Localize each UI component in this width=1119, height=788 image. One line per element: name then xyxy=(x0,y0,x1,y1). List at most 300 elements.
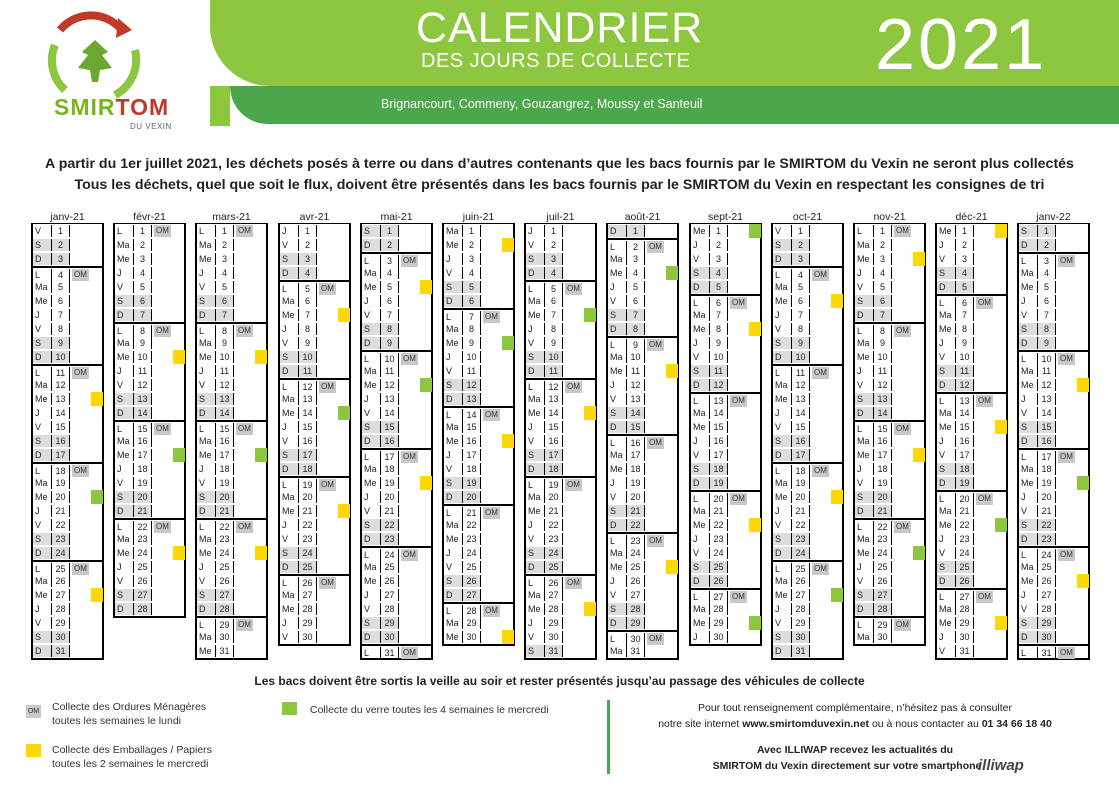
weekday-label: Ma xyxy=(197,239,216,251)
day-row xyxy=(937,238,1006,252)
day-number: 27 xyxy=(627,589,645,601)
day-number: 26 xyxy=(710,575,728,587)
om-collection-badge: OM xyxy=(483,507,500,519)
om-collection-badge: OM xyxy=(565,381,582,393)
om-collection-badge: OM xyxy=(976,591,993,603)
weekday-label: Ma xyxy=(526,491,545,503)
day-row xyxy=(937,252,1006,266)
weekday-label: Ma xyxy=(280,295,299,307)
weekday-label: L xyxy=(362,255,381,267)
om-collection-badge: OM xyxy=(319,577,336,589)
day-number: 20 xyxy=(874,491,892,503)
month-column xyxy=(31,211,104,660)
packaging-collection-marker xyxy=(502,238,514,252)
month-days xyxy=(935,224,1008,660)
weekday-label: D xyxy=(691,575,710,587)
day-row xyxy=(280,532,349,546)
weekday-label: D xyxy=(691,379,710,391)
day-row xyxy=(855,434,924,448)
weekday-label: D xyxy=(526,463,545,475)
packaging-collection-marker xyxy=(91,588,103,602)
day-row xyxy=(280,518,349,532)
weekday-label: S xyxy=(608,505,627,517)
day-row xyxy=(526,308,595,322)
om-collection-badge: OM xyxy=(401,255,418,267)
day-row xyxy=(1019,630,1088,644)
weekday-label: Ma xyxy=(33,281,52,293)
day-number: 10 xyxy=(381,353,399,365)
day-row xyxy=(115,588,184,602)
legend-om xyxy=(52,700,206,728)
legend-om-line2: toutes les semaines le lundi xyxy=(52,715,181,727)
day-row xyxy=(526,448,595,462)
weekday-label: S xyxy=(115,491,134,503)
day-number: 24 xyxy=(956,547,974,559)
weekday-label: S xyxy=(197,295,216,307)
day-row xyxy=(444,252,513,266)
day-row xyxy=(362,364,431,378)
weekday-label: V xyxy=(115,477,134,489)
day-row xyxy=(444,462,513,476)
day-row xyxy=(608,616,677,630)
day-row xyxy=(855,336,924,350)
day-number: 17 xyxy=(545,449,563,461)
weekday-label: D xyxy=(280,267,299,279)
weekday-label: L xyxy=(33,269,52,281)
weekday-label: Me xyxy=(1019,575,1038,587)
day-number: 13 xyxy=(545,393,563,405)
day-number: 8 xyxy=(792,323,810,335)
weekday-label: Me xyxy=(855,351,874,363)
weekday-label: Me xyxy=(773,393,792,405)
contact-line-1: Pour tout renseignement complémentaire, n’hésitez pas à consulter xyxy=(697,702,1012,714)
weekday-label: J xyxy=(1019,393,1038,405)
glass-collection-marker xyxy=(502,336,514,350)
day-number: 8 xyxy=(463,323,481,335)
day-row xyxy=(362,336,431,350)
weekday-label: D xyxy=(773,547,792,559)
day-row xyxy=(33,308,102,322)
day-number: 28 xyxy=(463,605,481,617)
day-row xyxy=(608,336,677,350)
day-number: 12 xyxy=(463,379,481,391)
day-number: 2 xyxy=(792,239,810,251)
weekday-label: Me xyxy=(115,449,134,461)
day-number: 16 xyxy=(710,435,728,447)
day-row xyxy=(197,476,266,490)
weekday-label: V xyxy=(855,477,874,489)
day-row xyxy=(608,406,677,420)
intro-line-2: Tous les déchets, quel que soit le flux, doivent être présentés dans les bacs fournis par le SMIRTOM du Vexin en respectant les consignes de tri xyxy=(74,177,1045,193)
day-row xyxy=(526,350,595,364)
weekday-label: V xyxy=(526,239,545,251)
day-number: 12 xyxy=(299,381,317,393)
day-number: 16 xyxy=(792,435,810,447)
weekday-label: V xyxy=(197,477,216,489)
day-row xyxy=(197,644,266,658)
day-row xyxy=(855,378,924,392)
day-row xyxy=(608,644,677,658)
weekday-label: D xyxy=(115,309,134,321)
weekday-label: J xyxy=(773,603,792,615)
day-number: 13 xyxy=(710,395,728,407)
weekday-label: Me xyxy=(444,435,463,447)
day-number: 1 xyxy=(545,225,563,237)
day-number: 9 xyxy=(792,337,810,349)
weekday-label: J xyxy=(855,561,874,573)
weekday-label: Me xyxy=(197,351,216,363)
month-name: juin-21 xyxy=(442,211,515,224)
day-row xyxy=(362,420,431,434)
day-row xyxy=(280,462,349,476)
day-row xyxy=(526,518,595,532)
day-number: 9 xyxy=(627,339,645,351)
day-number: 27 xyxy=(1038,589,1056,601)
day-row xyxy=(33,434,102,448)
weekday-label: J xyxy=(280,421,299,433)
day-row xyxy=(1019,560,1088,574)
day-row xyxy=(280,504,349,518)
day-row xyxy=(33,378,102,392)
weekday-label: S xyxy=(362,617,381,629)
day-row xyxy=(773,336,842,350)
day-number: 3 xyxy=(956,253,974,265)
day-number: 16 xyxy=(299,435,317,447)
day-number: 22 xyxy=(381,519,399,531)
day-number: 22 xyxy=(1038,519,1056,531)
packaging-collection-marker xyxy=(502,434,514,448)
weekday-label: L xyxy=(280,283,299,295)
weekday-label: Ma xyxy=(444,421,463,433)
weekday-label: Ma xyxy=(444,519,463,531)
weekday-label: J xyxy=(115,561,134,573)
day-row xyxy=(608,574,677,588)
day-number: 27 xyxy=(956,591,974,603)
weekday-label: J xyxy=(691,533,710,545)
day-row xyxy=(33,644,102,658)
month-name: déc-21 xyxy=(935,211,1008,224)
day-row xyxy=(691,364,760,378)
day-row xyxy=(855,532,924,546)
weekday-label: Me xyxy=(691,225,710,237)
day-number: 27 xyxy=(463,589,481,601)
day-number: 21 xyxy=(792,505,810,517)
day-number: 2 xyxy=(627,241,645,253)
weekday-label: Me xyxy=(773,491,792,503)
day-row xyxy=(115,392,184,406)
weekday-label: D xyxy=(1019,239,1038,251)
day-number: 30 xyxy=(463,631,481,643)
packaging-collection-marker xyxy=(420,280,432,294)
weekday-label: D xyxy=(115,407,134,419)
om-collection-badge: OM xyxy=(154,325,171,337)
day-row xyxy=(773,574,842,588)
day-row xyxy=(937,336,1006,350)
day-row xyxy=(280,490,349,504)
day-row xyxy=(362,644,431,658)
day-number: 30 xyxy=(299,631,317,643)
day-row xyxy=(197,238,266,252)
day-row xyxy=(444,406,513,420)
day-row xyxy=(280,238,349,252)
weekday-label: D xyxy=(197,309,216,321)
day-row xyxy=(526,532,595,546)
weekday-label: J xyxy=(362,295,381,307)
day-number: 15 xyxy=(874,423,892,435)
day-number: 31 xyxy=(52,645,70,657)
day-row xyxy=(362,224,431,238)
day-row xyxy=(937,434,1006,448)
day-row xyxy=(33,574,102,588)
month-column xyxy=(360,211,433,660)
day-number: 30 xyxy=(216,631,234,643)
website-link[interactable]: www.smirtomduvexin.net xyxy=(742,718,870,730)
weekday-label: S xyxy=(773,435,792,447)
day-number: 22 xyxy=(710,519,728,531)
day-number: 11 xyxy=(463,365,481,377)
day-row xyxy=(115,602,184,616)
day-number: 1 xyxy=(299,225,317,237)
weekday-label: L xyxy=(33,563,52,575)
weekday-label: S xyxy=(33,337,52,349)
day-row xyxy=(855,266,924,280)
weekday-label: Ma xyxy=(608,253,627,265)
day-number: 9 xyxy=(1038,337,1056,349)
day-row xyxy=(444,294,513,308)
day-row xyxy=(197,350,266,364)
day-number: 25 xyxy=(792,563,810,575)
weekday-label: V xyxy=(33,421,52,433)
day-row xyxy=(855,294,924,308)
weekday-label: Ma xyxy=(197,337,216,349)
day-number: 5 xyxy=(792,281,810,293)
weekday-label: L xyxy=(937,493,956,505)
weekday-label: V xyxy=(691,449,710,461)
weekday-label: L xyxy=(197,521,216,533)
weekday-label: L xyxy=(691,297,710,309)
weekday-label: L xyxy=(855,521,874,533)
weekday-label: S xyxy=(115,589,134,601)
weekday-label: Me xyxy=(444,337,463,349)
day-number: 4 xyxy=(381,267,399,279)
day-row xyxy=(855,560,924,574)
weekday-label: V xyxy=(608,393,627,405)
weekday-label: Ma xyxy=(362,561,381,573)
day-row xyxy=(197,448,266,462)
month-days xyxy=(442,224,515,646)
day-number: 23 xyxy=(52,533,70,545)
day-row xyxy=(444,560,513,574)
weekday-label: J xyxy=(33,505,52,517)
weekday-label: S xyxy=(362,225,381,237)
weekday-label: Me xyxy=(280,505,299,517)
weekday-label: Ma xyxy=(115,337,134,349)
packaging-collection-marker xyxy=(255,546,267,560)
weekday-label: Ma xyxy=(444,225,463,237)
weekday-label: L xyxy=(362,451,381,463)
glass-collection-marker xyxy=(749,224,761,238)
day-row xyxy=(1019,378,1088,392)
om-collection-badge: OM xyxy=(976,395,993,407)
day-number: 23 xyxy=(956,533,974,545)
day-number: 15 xyxy=(956,421,974,433)
day-number: 11 xyxy=(956,365,974,377)
day-number: 31 xyxy=(381,647,399,659)
glass-collection-marker xyxy=(749,616,761,630)
day-row xyxy=(197,518,266,532)
day-row xyxy=(1019,308,1088,322)
day-number: 9 xyxy=(463,337,481,349)
day-number: 28 xyxy=(216,603,234,615)
weekday-label: S xyxy=(855,491,874,503)
weekday-label: Ma xyxy=(773,379,792,391)
weekday-label: S xyxy=(197,491,216,503)
weekday-label: V xyxy=(937,449,956,461)
day-number: 7 xyxy=(52,309,70,321)
day-row xyxy=(691,616,760,630)
day-number: 28 xyxy=(792,603,810,615)
month-name: mai-21 xyxy=(360,211,433,224)
day-number: 29 xyxy=(1038,617,1056,629)
day-number: 14 xyxy=(216,407,234,419)
om-collection-badge: OM xyxy=(647,535,664,547)
om-collection-badge: OM xyxy=(812,269,829,281)
day-number: 24 xyxy=(52,547,70,559)
day-row xyxy=(691,238,760,252)
day-number: 14 xyxy=(792,407,810,419)
day-row xyxy=(691,322,760,336)
weekday-label: D xyxy=(115,505,134,517)
day-row xyxy=(1019,322,1088,336)
day-number: 3 xyxy=(710,253,728,265)
weekday-label: D xyxy=(937,281,956,293)
day-row xyxy=(855,308,924,322)
day-number: 28 xyxy=(1038,603,1056,615)
om-collection-badge: OM xyxy=(483,605,500,617)
day-number: 17 xyxy=(381,451,399,463)
weekday-label: D xyxy=(608,617,627,629)
day-row xyxy=(1019,490,1088,504)
day-row xyxy=(115,518,184,532)
weekday-label: V xyxy=(937,253,956,265)
day-number: 13 xyxy=(956,395,974,407)
day-number: 4 xyxy=(956,267,974,279)
day-row xyxy=(362,630,431,644)
day-number: 4 xyxy=(1038,267,1056,279)
day-number: 14 xyxy=(52,407,70,419)
weekday-label: Me xyxy=(362,477,381,489)
day-number: 22 xyxy=(463,519,481,531)
day-row xyxy=(280,252,349,266)
day-row xyxy=(691,546,760,560)
weekday-label: L xyxy=(937,395,956,407)
day-number: 24 xyxy=(299,547,317,559)
weekday-label: S xyxy=(444,379,463,391)
weekday-label: S xyxy=(444,575,463,587)
day-number: 28 xyxy=(627,603,645,615)
glass-collection-marker xyxy=(173,448,185,462)
day-row xyxy=(197,308,266,322)
day-number: 17 xyxy=(956,449,974,461)
om-collection-badge: OM xyxy=(812,367,829,379)
day-row xyxy=(855,364,924,378)
day-row xyxy=(937,448,1006,462)
weekday-label: J xyxy=(855,463,874,475)
day-number: 9 xyxy=(216,337,234,349)
day-number: 9 xyxy=(710,337,728,349)
om-collection-badge: OM xyxy=(894,521,911,533)
packaging-collection-marker xyxy=(831,490,843,504)
om-collection-badge: OM xyxy=(401,451,418,463)
weekday-label: L xyxy=(280,479,299,491)
day-number: 18 xyxy=(299,463,317,475)
weekday-label: V xyxy=(608,491,627,503)
day-row xyxy=(1019,294,1088,308)
day-row xyxy=(608,266,677,280)
weekday-label: J xyxy=(526,421,545,433)
weekday-label: V xyxy=(197,575,216,587)
weekday-label: S xyxy=(33,239,52,251)
day-row xyxy=(33,560,102,574)
day-number: 23 xyxy=(792,533,810,545)
day-row xyxy=(444,364,513,378)
day-row xyxy=(197,266,266,280)
day-row xyxy=(1019,238,1088,252)
day-number: 9 xyxy=(874,337,892,349)
month-column xyxy=(195,211,268,660)
weekday-label: J xyxy=(33,309,52,321)
day-row xyxy=(937,476,1006,490)
om-collection-badge: OM xyxy=(894,619,911,631)
day-number: 13 xyxy=(381,393,399,405)
day-row xyxy=(1019,476,1088,490)
day-number: 4 xyxy=(874,267,892,279)
day-number: 14 xyxy=(299,407,317,419)
day-number: 6 xyxy=(52,295,70,307)
day-number: 22 xyxy=(52,519,70,531)
day-row xyxy=(362,546,431,560)
day-number: 9 xyxy=(956,337,974,349)
day-row xyxy=(280,630,349,644)
weekday-label: Ma xyxy=(691,309,710,321)
weekday-label: D xyxy=(280,365,299,377)
weekday-label: V xyxy=(526,533,545,545)
day-row xyxy=(937,546,1006,560)
om-collection-badge: OM xyxy=(647,339,664,351)
day-number: 20 xyxy=(627,491,645,503)
weekday-label: J xyxy=(1019,295,1038,307)
day-row xyxy=(608,532,677,546)
day-number: 16 xyxy=(381,435,399,447)
day-number: 26 xyxy=(545,577,563,589)
day-number: 31 xyxy=(1038,647,1056,659)
day-number: 8 xyxy=(627,323,645,335)
weekday-label: V xyxy=(937,645,956,657)
day-number: 17 xyxy=(792,449,810,461)
weekday-label: D xyxy=(1019,533,1038,545)
day-number: 3 xyxy=(627,253,645,265)
day-number: 15 xyxy=(545,421,563,433)
weekday-label: Ma xyxy=(33,477,52,489)
day-row xyxy=(197,574,266,588)
day-number: 1 xyxy=(627,225,645,237)
packaging-collection-marker xyxy=(666,560,678,574)
weekday-label: L xyxy=(855,325,874,337)
day-row xyxy=(855,518,924,532)
phone-number: 01 34 66 18 40 xyxy=(981,718,1052,730)
day-number: 31 xyxy=(545,645,563,657)
packaging-collection-marker xyxy=(502,630,514,644)
